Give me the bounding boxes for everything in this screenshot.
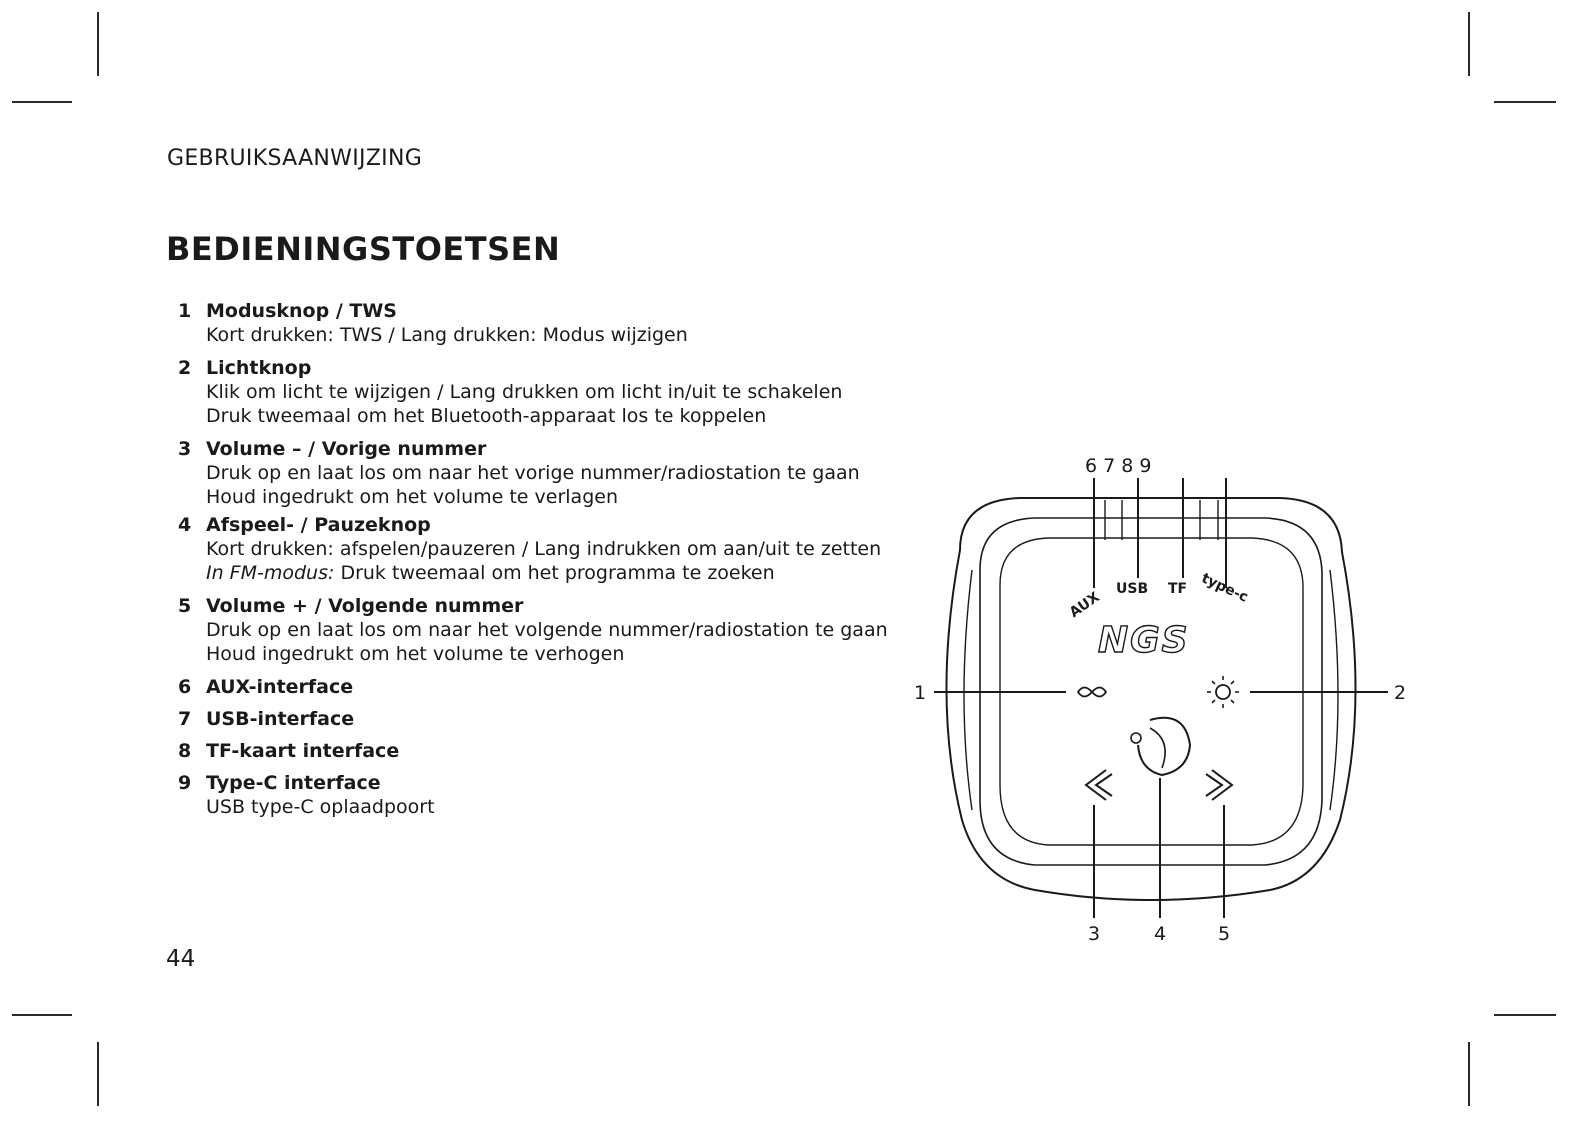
item-description: Houd ingedrukt om het volume te verhogen [206, 643, 625, 665]
item-description-fm [206, 562, 775, 584]
item-description: Houd ingedrukt om het volume te verlagen [206, 486, 618, 508]
fm-mode-text: Druk tweemaal om het programma te zoeken [334, 562, 775, 584]
item-description: Druk op en laat los om naar het vorige nummer/radiostation te gaan [206, 462, 860, 484]
callout-5: 5 [1218, 923, 1231, 945]
running-header: GEBRUIKSAANWIJZING [167, 146, 423, 171]
item-description: Klik om licht te wijzigen / Lang drukken om licht in/uit te schakelen [206, 381, 843, 403]
item-number: 4 [178, 514, 192, 536]
next-icon [1206, 770, 1232, 800]
crop-mark-top-left-h [12, 101, 72, 103]
callout-4: 4 [1154, 923, 1167, 945]
port-label-tf: TF [1168, 581, 1188, 597]
callout-1: 1 [914, 682, 927, 704]
callout-3: 3 [1088, 923, 1101, 945]
crop-mark-top-left-v [97, 12, 99, 76]
port-label-usb: USB [1116, 581, 1149, 597]
item-number: 3 [178, 438, 192, 460]
port-label-aux: AUX [1066, 589, 1103, 622]
item-heading: TF-kaart interface [206, 740, 400, 762]
item-description: Kort drukken: TWS / Lang drukken: Modus wijzigen [206, 324, 688, 346]
item-number: 2 [178, 357, 192, 379]
item-heading: Modusknop / TWS [206, 300, 397, 322]
item-number: 5 [178, 595, 192, 617]
play-pause-inner-icon [1150, 728, 1165, 768]
speaker-diagram [900, 440, 1420, 960]
item-number: 1 [178, 300, 192, 322]
item-number: 6 [178, 676, 192, 698]
page-number: 44 [166, 946, 196, 972]
speaker-side-ridge [1330, 570, 1338, 810]
tws-icon [1078, 688, 1106, 697]
crop-mark-top-right-v [1468, 12, 1470, 76]
callout-top-numbers: 6 7 8 9 [1085, 455, 1152, 477]
callout-2: 2 [1394, 682, 1407, 704]
page-title: BEDIENINGSTOETSEN [166, 230, 561, 268]
item-heading: Lichtknop [206, 357, 312, 379]
item-heading: USB-interface [206, 708, 355, 730]
item-heading: Afspeel- / Pauzeknop [206, 514, 431, 536]
item-heading: AUX-interface [206, 676, 354, 698]
item-heading: Type-C interface [206, 772, 381, 794]
crop-mark-bottom-right-v [1468, 1042, 1470, 1106]
strap [1105, 500, 1218, 540]
previous-icon [1086, 770, 1112, 800]
speaker-outer-body [946, 498, 1355, 900]
item-description: Druk op en laat los om naar het volgende nummer/radiostation te gaan [206, 619, 888, 641]
item-number: 9 [178, 772, 192, 794]
port-label-typec: type-c [1198, 570, 1251, 606]
item-heading: Volume + / Volgende nummer [206, 595, 524, 617]
item-number: 7 [178, 708, 192, 730]
brand-logo: NGS [1098, 620, 1190, 661]
fm-mode-prefix: In FM-modus: [206, 562, 335, 584]
play-pause-dot-icon [1131, 733, 1141, 743]
crop-mark-top-right-h [1494, 101, 1556, 103]
crop-mark-bottom-left-h [12, 1014, 72, 1016]
item-heading: Volume – / Vorige nummer [206, 438, 487, 460]
crop-mark-bottom-right-h [1494, 1014, 1556, 1016]
item-description: Kort drukken: afspelen/pauzeren / Lang indrukken om aan/uit te zetten [206, 538, 882, 560]
item-description: USB type-C oplaadpoort [206, 796, 435, 818]
light-rays-icon [1207, 676, 1239, 708]
item-description: Druk tweemaal om het Bluetooth-apparaat los te koppelen [206, 405, 767, 427]
crop-mark-bottom-left-v [97, 1042, 99, 1106]
speaker-side-ridge [964, 570, 972, 810]
item-number: 8 [178, 740, 192, 762]
light-icon [1216, 685, 1230, 699]
